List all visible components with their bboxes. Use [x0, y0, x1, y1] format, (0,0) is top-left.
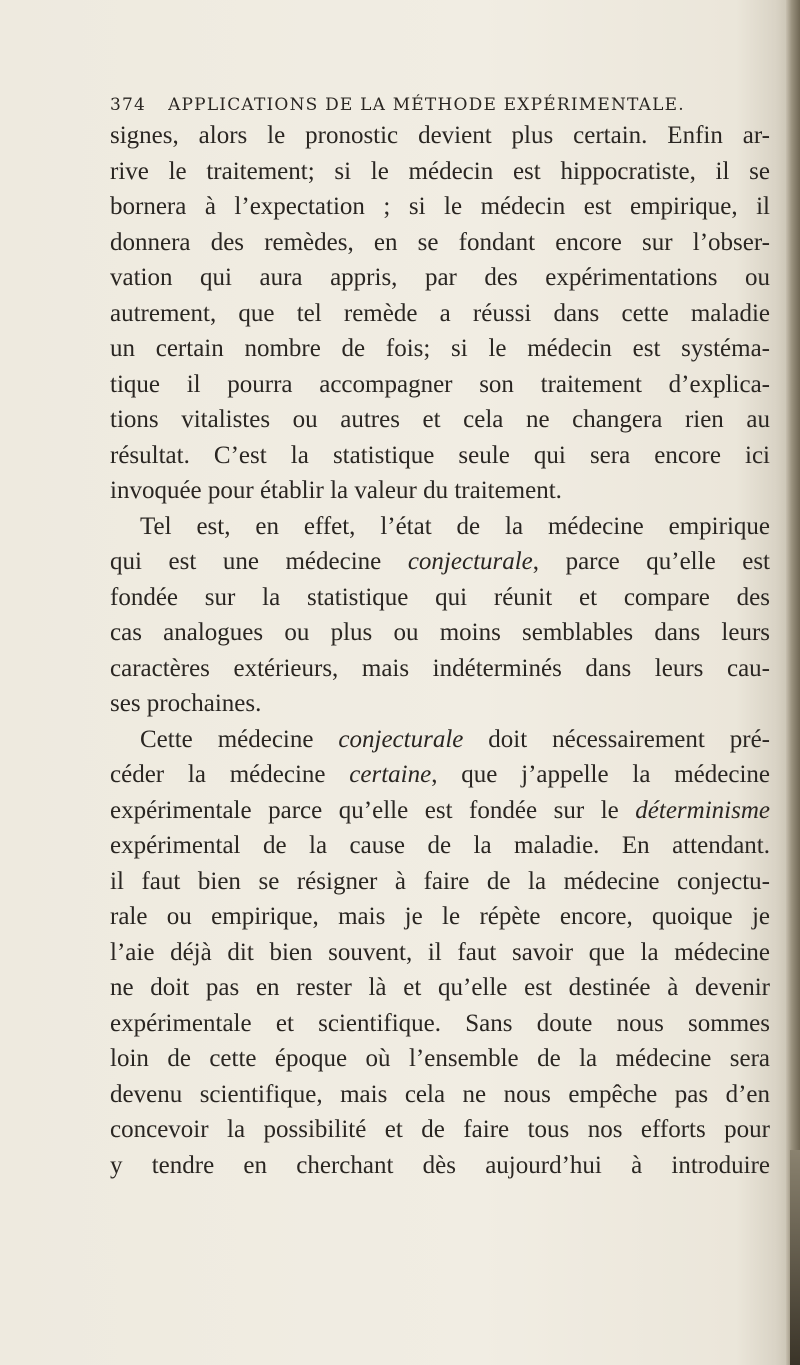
running-title: APPLICATIONS DE LA MÉTHODE EXPÉRIMENTALE.: [168, 95, 685, 115]
line-text: doit nécessairement pré-: [463, 725, 770, 753]
text-line: ses prochaines.: [110, 690, 262, 717]
text-line: bornera à l’expectation ; si le médecin est empirique, il: [110, 193, 770, 220]
text-line: [110, 722, 770, 758]
text-line: devenu scientifique, mais cela ne nous empêche pas d’en: [110, 1080, 770, 1108]
line-text: qui est une médecine: [110, 548, 408, 575]
text-line: signes, alors le pronostic devient plus certain. Enfin ar-: [110, 122, 770, 149]
italic-term: conjecturale: [338, 725, 464, 753]
italic-term: déterminisme: [635, 796, 770, 824]
italic-term: conjecturale: [407, 548, 533, 575]
text-line: rive le traitement; si le médecin est hippocratiste, il se: [110, 157, 770, 185]
text-line: fondée sur la statistique qui réunit et compare des: [110, 583, 770, 611]
line-text: , que j’appelle la médecine: [431, 761, 770, 788]
text-line: cas analogues ou plus ou moins semblables dans leurs: [110, 619, 770, 646]
text-line: y tendre en cherchant dès aujourd’hui à introduire: [110, 1151, 770, 1179]
body-text: [110, 118, 770, 1183]
text-line: loin de cette époque où l’ensemble de la médecine sera: [110, 1045, 770, 1072]
running-header: [110, 95, 750, 115]
text-line: [110, 793, 770, 829]
text-line: Tel est, en effet, l’état de la médecine empirique: [140, 512, 770, 540]
line-text: céder la médecine: [110, 761, 350, 788]
text-line: l’aie déjà dit bien souvent, il faut savoir que la médecine: [110, 938, 770, 966]
page-edge-shadow: [790, 1150, 800, 1365]
text-line: [110, 544, 770, 580]
text-line: expérimental de la cause de la maladie. En attendant.: [110, 832, 770, 859]
text-line: [110, 757, 770, 793]
line-text: Cette médecine: [140, 725, 339, 753]
text-line: caractères extérieurs, mais indéterminés dans leurs cau-: [110, 654, 770, 682]
text-line: résultat. C’est la statistique seule qui sera encore ici: [110, 441, 770, 469]
text-line: autrement, que tel remède a réussi dans cette maladie: [110, 299, 770, 327]
text-line: ne doit pas en rester là et qu’elle est destinée à devenir: [110, 974, 770, 1001]
text-line: un certain nombre de fois; si le médecin est systéma-: [110, 335, 770, 362]
text-line: donnera des remèdes, en se fondant encore sur l’obser-: [110, 228, 770, 256]
page-number: 374: [110, 95, 147, 115]
text-line: vation qui aura appris, par des expérimentations ou: [110, 264, 770, 291]
line-text: expérimentale parce qu’elle est fondée sur le: [110, 796, 636, 824]
text-line: rale ou empirique, mais je le répète encore, quoique je: [110, 903, 770, 930]
text-line: tions vitalistes ou autres et cela ne changera rien au: [110, 406, 770, 433]
text-line: invoquée pour établir la valeur du traitement.: [110, 477, 562, 504]
text-line: tique il pourra accompagner son traitement d’explica-: [110, 370, 770, 398]
text-line: concevoir la possibilité et de faire tous nos efforts pour: [110, 1116, 770, 1143]
text-line: il faut bien se résigner à faire de la médecine conjectu-: [110, 867, 770, 895]
line-text: , parce qu’elle est: [532, 548, 770, 575]
italic-term: certaine: [349, 761, 432, 788]
text-line: expérimentale et scientifique. Sans doute nous sommes: [110, 1009, 770, 1037]
